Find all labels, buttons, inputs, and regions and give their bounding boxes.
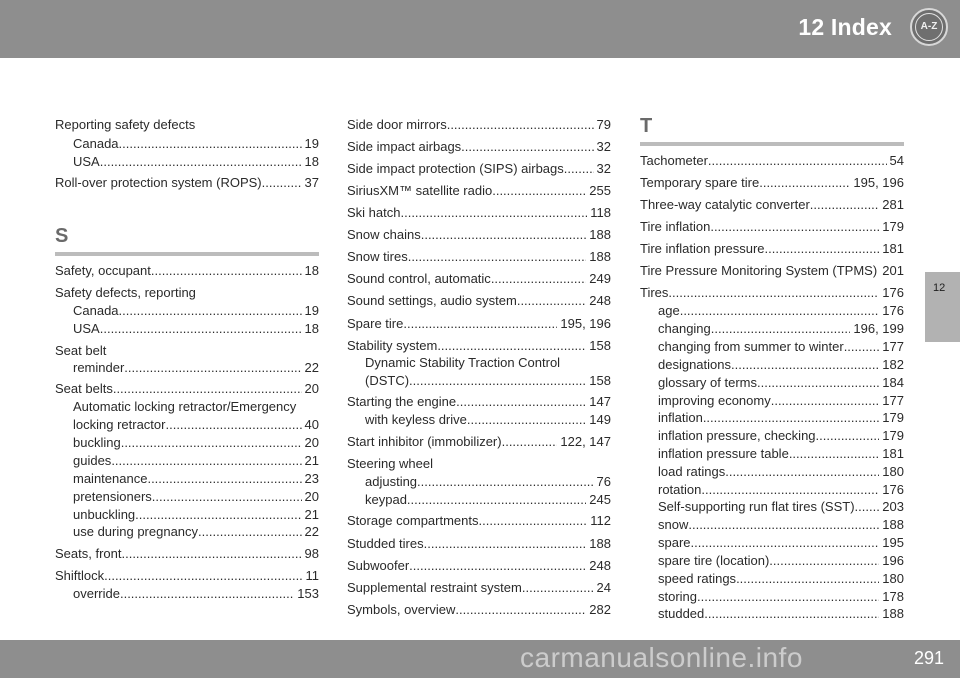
index-page-ref: 149 — [589, 412, 611, 427]
index-entry-label: Seats, front — [55, 546, 122, 561]
index-entry-label: locking retractor — [73, 417, 166, 432]
leader-dots — [789, 444, 879, 464]
index-entry-label: inflation pressure table — [658, 446, 789, 461]
index-entry-label: Tire inflation pressure — [640, 241, 765, 256]
leader-dots — [765, 239, 880, 259]
index-subentry[interactable] — [658, 569, 904, 589]
index-subentry[interactable] — [658, 319, 904, 339]
index-subentry[interactable] — [73, 433, 319, 453]
index-subentry[interactable] — [365, 371, 611, 391]
index-entry-label: override — [73, 586, 120, 601]
leader-dots — [124, 358, 301, 378]
leader-dots — [421, 225, 587, 245]
index-subentry[interactable] — [658, 301, 904, 321]
index-entry-label: designations — [658, 357, 731, 372]
leader-dots — [403, 314, 557, 334]
index-entry-label: studded — [658, 606, 705, 621]
index-subentry[interactable] — [73, 358, 319, 378]
leader-dots — [111, 451, 301, 471]
index-entry-label: (DSTC) — [365, 373, 410, 388]
leader-dots — [119, 134, 302, 154]
index-page-ref: 176 — [882, 482, 904, 497]
index-entry[interactable] — [55, 283, 319, 303]
index-entry[interactable] — [347, 247, 611, 267]
index-entry[interactable] — [640, 283, 904, 303]
index-subentry[interactable] — [658, 408, 904, 428]
index-page-ref: 195 — [882, 535, 904, 550]
index-entry[interactable] — [640, 261, 904, 281]
leader-dots — [564, 159, 594, 179]
index-entry-label: Shiftlock — [55, 568, 105, 583]
leader-dots — [447, 115, 594, 135]
index-page-ref: 182 — [882, 357, 904, 372]
leader-dots — [479, 511, 588, 531]
index-entry-label: pretensioners — [73, 489, 152, 504]
leader-dots — [121, 544, 301, 564]
index-page-ref: 54 — [889, 153, 904, 168]
leader-dots — [522, 578, 594, 598]
index-page-ref: 32 — [596, 161, 611, 176]
index-entry-label: speed ratings — [658, 571, 737, 586]
index-page-ref: 112 — [590, 513, 611, 528]
section-letter-t: T — [640, 115, 653, 137]
index-subentry[interactable] — [73, 522, 319, 542]
index-page-ref: 24 — [596, 580, 611, 595]
index-subentry[interactable] — [73, 584, 319, 604]
index-entry-label: keypad — [365, 492, 407, 507]
index-subentry[interactable] — [658, 551, 904, 571]
index-entry[interactable] — [55, 544, 319, 564]
leader-dots — [417, 472, 593, 492]
leader-dots — [731, 355, 879, 375]
index-page-ref: 282 — [589, 602, 611, 617]
watermark: carmanualsonline.info — [520, 642, 803, 673]
index-page-ref: 176 — [882, 285, 904, 300]
index-entry[interactable] — [640, 217, 904, 237]
index-entry-label: inflation pressure, checking — [658, 428, 816, 443]
index-page-ref: 118 — [590, 205, 611, 220]
index-subentry[interactable] — [658, 337, 904, 357]
index-subentry[interactable] — [73, 415, 319, 435]
leader-dots — [100, 152, 302, 172]
leader-dots — [810, 195, 880, 215]
index-entry[interactable] — [55, 115, 319, 135]
index-subentry[interactable] — [365, 410, 611, 430]
index-entry-label: Steering wheel — [347, 456, 433, 471]
leader-dots — [759, 173, 850, 193]
leader-dots — [409, 371, 586, 391]
index-entry-label: maintenance — [73, 471, 148, 486]
index-entry-label: Roll-over protection system (ROPS) — [55, 175, 262, 190]
index-page-ref: 18 — [304, 321, 319, 336]
index-entry[interactable] — [347, 225, 611, 245]
index-page-ref: 180 — [882, 464, 904, 479]
index-page-ref: 20 — [304, 381, 319, 396]
index-subentry[interactable] — [73, 469, 319, 489]
index-entry-label: buckling — [73, 435, 121, 450]
leader-dots — [736, 569, 879, 589]
index-entry-label: Subwoofer — [347, 558, 410, 573]
index-page-ref: 22 — [304, 360, 319, 375]
index-entry-label: guides — [73, 453, 112, 468]
page-footer — [0, 640, 960, 678]
index-entry[interactable] — [347, 534, 611, 554]
index-entry-label: Canada — [73, 303, 119, 318]
leader-dots — [407, 490, 586, 510]
leader-dots — [708, 151, 887, 171]
index-entry-label: with keyless drive — [365, 412, 467, 427]
leader-dots — [491, 269, 586, 289]
index-page-ref: 201 — [882, 263, 904, 278]
index-page-ref: 177 — [882, 393, 904, 408]
index-entry[interactable] — [347, 454, 611, 474]
index-page-ref: 203 — [882, 499, 904, 514]
index-page-ref: 20 — [304, 435, 319, 450]
index-entry[interactable] — [347, 511, 611, 531]
index-entry-label: USA — [73, 154, 100, 169]
index-page-ref: 281 — [882, 197, 904, 212]
index-entry-label: inflation — [658, 410, 703, 425]
index-page-ref: 21 — [304, 453, 319, 468]
index-entry-label: storing — [658, 589, 698, 604]
page-title: 12 Index — [798, 14, 892, 40]
index-entry-label: Self-supporting run flat tires (SST) — [658, 499, 855, 514]
index-entry-label: Tachometer — [640, 153, 708, 168]
leader-dots — [680, 301, 880, 321]
index-subentry[interactable] — [73, 451, 319, 471]
index-entry-label: Safety defects, reporting — [55, 285, 196, 300]
index-subentry[interactable] — [365, 490, 611, 510]
leader-dots — [757, 373, 879, 393]
index-page-ref: 178 — [882, 589, 904, 604]
index-page-ref: 37 — [304, 175, 319, 190]
index-page-ref: 22 — [304, 524, 319, 539]
leader-dots — [120, 584, 294, 604]
index-page-ref: 255 — [589, 183, 611, 198]
index-entry[interactable] — [347, 578, 611, 598]
index-entry[interactable] — [640, 151, 904, 171]
index-entry-label: USA — [73, 321, 100, 336]
leader-dots — [467, 410, 586, 430]
index-entry[interactable] — [347, 314, 611, 334]
index-subentry[interactable] — [658, 515, 904, 535]
leader-dots — [711, 319, 851, 339]
index-page-ref: 19 — [304, 303, 319, 318]
section-divider — [640, 142, 904, 146]
index-entry-label: Seat belt — [55, 343, 107, 358]
index-subentry[interactable] — [658, 355, 904, 375]
index-subentry[interactable] — [658, 426, 904, 446]
index-subentry[interactable] — [73, 487, 319, 507]
index-page-ref: 40 — [304, 417, 319, 432]
index-entry-label: load ratings — [658, 464, 726, 479]
index-subentry[interactable] — [73, 397, 319, 417]
index-entry-label: glossary of terms — [658, 375, 757, 390]
index-subentry[interactable] — [365, 353, 611, 373]
index-page-ref: 248 — [589, 558, 611, 573]
leader-dots — [703, 408, 879, 428]
index-page-ref: 23 — [304, 471, 319, 486]
section-letter-s: S — [55, 225, 69, 247]
index-entry-label: snow — [658, 517, 689, 532]
index-entry[interactable] — [55, 566, 319, 586]
index-page-ref: 180 — [882, 571, 904, 586]
index-entry-label: Stability system — [347, 338, 438, 353]
leader-dots — [151, 261, 302, 281]
index-entry[interactable] — [347, 556, 611, 576]
leader-dots — [691, 533, 880, 553]
leader-dots — [424, 534, 587, 554]
index-entry-label: Sound control, automatic — [347, 271, 491, 286]
index-entry-label: changing — [658, 321, 711, 336]
index-entry-label: rotation — [658, 482, 702, 497]
index-entry[interactable] — [347, 291, 611, 311]
leader-dots — [725, 462, 879, 482]
index-page-ref: 181 — [882, 446, 904, 461]
leader-dots — [409, 556, 586, 576]
index-entry-label: use during pregnancy — [73, 524, 199, 539]
leader-dots — [408, 247, 587, 267]
index-entry[interactable] — [640, 173, 904, 193]
leader-dots — [492, 181, 586, 201]
index-entry-label: Tire inflation — [640, 219, 711, 234]
index-entry[interactable] — [347, 137, 611, 157]
leader-dots — [456, 392, 586, 412]
index-page-ref: 179 — [882, 428, 904, 443]
leader-dots — [704, 604, 879, 624]
index-entry[interactable] — [347, 600, 611, 620]
index-page-ref: 153 — [297, 586, 319, 601]
index-page-ref: 98 — [304, 546, 319, 561]
index-entry-label: Temporary spare tire — [640, 175, 760, 190]
index-subentry[interactable] — [658, 604, 904, 624]
index-subentry[interactable] — [73, 152, 319, 172]
index-entry[interactable] — [347, 392, 611, 412]
index-entry-label: changing from summer to winter — [658, 339, 844, 354]
leader-dots — [119, 301, 302, 321]
index-entry[interactable] — [640, 239, 904, 259]
leader-dots — [455, 600, 586, 620]
index-entry[interactable] — [640, 195, 904, 215]
index-page-ref: 21 — [304, 507, 319, 522]
index-entry-label: Side impact protection (SIPS) airbags — [347, 161, 564, 176]
index-entry-label: Studded tires — [347, 536, 424, 551]
page-number: 291 — [913, 648, 944, 668]
index-page-ref: 158 — [589, 338, 611, 353]
index-entry-label: SiriusXM™ satellite radio — [347, 183, 493, 198]
index-page-ref: 248 — [589, 293, 611, 308]
index-entry-label: Starting the engine — [347, 394, 457, 409]
leader-dots — [121, 433, 302, 453]
leader-dots — [165, 415, 301, 435]
index-page-ref: 249 — [589, 271, 611, 286]
leader-dots — [104, 566, 302, 586]
index-entry-label: Dynamic Stability Traction Control — [365, 355, 561, 370]
index-page-ref: 179 — [882, 410, 904, 425]
index-entry-label: unbuckling — [73, 507, 136, 522]
index-subentry[interactable] — [658, 444, 904, 464]
index-page-ref: 79 — [596, 117, 611, 132]
index-entry-label: spare — [658, 535, 691, 550]
leader-dots — [262, 173, 302, 193]
index-entry[interactable] — [55, 261, 319, 281]
index-entry[interactable] — [347, 115, 611, 135]
index-entry-label: Symbols, overview — [347, 602, 456, 617]
index-page-ref: 177 — [882, 339, 904, 354]
index-entry-label: Tire Pressure Monitoring System (TPMS) — [640, 263, 878, 278]
index-entry-label: Canada — [73, 136, 119, 151]
index-entry[interactable] — [347, 432, 611, 452]
leader-dots — [769, 551, 879, 571]
index-page-ref: 188 — [589, 536, 611, 551]
chapter-tab-label: 12 — [933, 282, 946, 294]
leader-dots — [668, 283, 879, 303]
index-page-ref: 196, 199 — [853, 321, 904, 336]
leader-dots — [688, 515, 879, 535]
index-entry-label: Sound settings, audio system — [347, 293, 517, 308]
index-entry-label: adjusting — [365, 474, 418, 489]
leader-dots — [461, 137, 593, 157]
index-page-ref: 195, 196 — [853, 175, 904, 190]
index-page-ref: 196 — [882, 553, 904, 568]
index-page-ref: 179 — [882, 219, 904, 234]
leader-dots — [113, 379, 302, 399]
index-subentry[interactable] — [365, 472, 611, 492]
index-entry-label: Automatic locking retractor/Emergency — [73, 399, 297, 414]
index-subentry[interactable] — [73, 319, 319, 339]
index-entry[interactable] — [55, 173, 319, 193]
index-subentry[interactable] — [658, 462, 904, 482]
index-entry[interactable] — [347, 269, 611, 289]
index-entry-label: Snow tires — [347, 249, 408, 264]
index-page-ref: 181 — [882, 241, 904, 256]
index-entry-label: Supplemental restraint system — [347, 580, 522, 595]
index-entry-label: age — [658, 303, 680, 318]
index-page-ref: 188 — [882, 517, 904, 532]
index-entry-label: Spare tire — [347, 316, 404, 331]
leader-dots — [400, 203, 587, 223]
index-page-ref: 18 — [304, 263, 319, 278]
leader-dots — [710, 217, 879, 237]
leader-dots — [816, 426, 880, 446]
index-subentry[interactable] — [658, 533, 904, 553]
leader-dots — [855, 497, 880, 517]
index-page-ref: 176 — [882, 303, 904, 318]
index-entry-label: Side door mirrors — [347, 117, 447, 132]
chapter-tab[interactable] — [925, 272, 960, 342]
a-z-badge-label: A-Z — [915, 13, 943, 41]
leader-dots — [502, 432, 558, 452]
index-entry-label: Start inhibitor (immobilizer) — [347, 434, 502, 449]
index-entry-label: Side impact airbags — [347, 139, 462, 154]
index-entry-label: Ski hatch — [347, 205, 401, 220]
index-page-ref: 188 — [882, 606, 904, 621]
index-subentry[interactable] — [658, 373, 904, 393]
index-entry-label: reminder — [73, 360, 125, 375]
index-page-ref: 245 — [589, 492, 611, 507]
index-page-ref: 18 — [304, 154, 319, 169]
index-entry-label: Storage compartments — [347, 513, 479, 528]
index-subentry[interactable] — [73, 134, 319, 154]
index-entry-label: Three-way catalytic converter — [640, 197, 810, 212]
index-page-ref: 195, 196 — [560, 316, 611, 331]
index-page-ref: 184 — [882, 375, 904, 390]
leader-dots — [147, 469, 301, 489]
index-entry-label: spare tire (location) — [658, 553, 770, 568]
index-entry-label: Safety, occupant — [55, 263, 151, 278]
index-subentry[interactable] — [658, 497, 904, 517]
index-page-ref: 122, 147 — [560, 434, 611, 449]
index-entry-label: Reporting safety defects — [55, 117, 196, 132]
leader-dots — [517, 291, 586, 311]
index-page-ref: 32 — [596, 139, 611, 154]
page-header — [0, 0, 960, 58]
index-subentry[interactable] — [73, 301, 319, 321]
index-page-ref: 11 — [305, 568, 319, 583]
index-page-ref: 76 — [596, 474, 611, 489]
index-page-ref: 188 — [589, 249, 611, 264]
index-page-ref: 147 — [589, 394, 611, 409]
index-entry[interactable] — [347, 203, 611, 223]
index-entry-label: Tires — [640, 285, 669, 300]
index-entry-label: improving economy — [658, 393, 771, 408]
index-entry[interactable] — [55, 379, 319, 399]
index-entry-label: Seat belts — [55, 381, 113, 396]
section-divider — [55, 252, 319, 256]
leader-dots — [100, 319, 302, 339]
leader-dots — [844, 337, 880, 357]
index-page-ref: 20 — [304, 489, 319, 504]
a-z-index-icon — [910, 8, 948, 46]
index-entry[interactable] — [347, 159, 611, 179]
index-page-ref: 188 — [589, 227, 611, 242]
index-page-ref: 158 — [589, 373, 611, 388]
index-entry-label: Snow chains — [347, 227, 421, 242]
index-page-ref: 19 — [304, 136, 319, 151]
leader-dots — [152, 487, 302, 507]
leader-dots — [198, 522, 302, 542]
index-entry[interactable] — [347, 181, 611, 201]
